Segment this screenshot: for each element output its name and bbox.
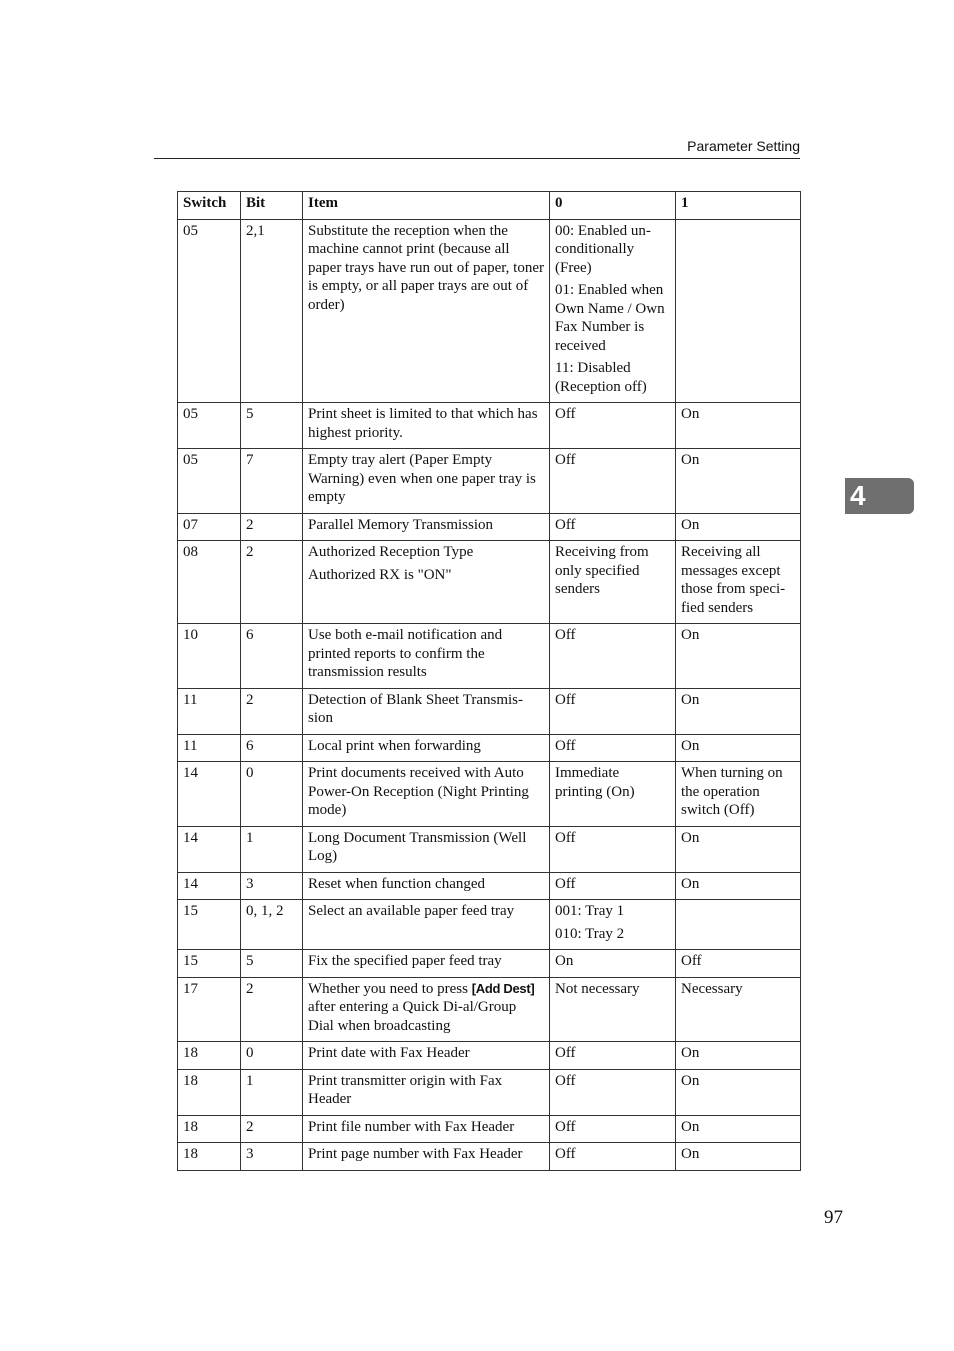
- cell-zero: [550, 900, 676, 950]
- chapter-tab-number: 4: [850, 480, 866, 511]
- cell-one: On: [676, 449, 801, 514]
- cell-switch: 18: [178, 1143, 241, 1171]
- cell-one: Necessary: [676, 977, 801, 1042]
- cell-bit: 2: [241, 688, 303, 734]
- table-row: [178, 1115, 801, 1143]
- cell-item: Fix the specified paper feed tray: [303, 950, 550, 978]
- parameter-table: [177, 191, 801, 1171]
- cell-bit: 0: [241, 1042, 303, 1070]
- cell-switch: 08: [178, 541, 241, 624]
- cell-zero-line: 010: Tray 2: [555, 925, 625, 942]
- cell-item: Print transmitter origin with Fax Header: [303, 1069, 550, 1115]
- cell-zero: Off: [550, 1143, 676, 1171]
- cell-zero: Off: [550, 1069, 676, 1115]
- cell-item-text: after entering a Quick Di-al/Group Dial when broadcasting: [308, 999, 517, 1034]
- table-row: [178, 449, 801, 514]
- cell-zero: Off: [550, 449, 676, 514]
- column-header-item: Item: [303, 192, 550, 220]
- cell-zero: Off: [550, 513, 676, 541]
- cell-one: On: [676, 826, 801, 872]
- cell-bit: 0, 1, 2: [241, 900, 303, 950]
- table-row: [178, 762, 801, 827]
- cell-switch: 17: [178, 977, 241, 1042]
- table-row: [178, 734, 801, 762]
- cell-zero: Off: [550, 403, 676, 449]
- table-row: [178, 1042, 801, 1070]
- cell-item: Print page number with Fax Header: [303, 1143, 550, 1171]
- cell-one: On: [676, 1042, 801, 1070]
- cell-switch: 18: [178, 1069, 241, 1115]
- table-row: [178, 541, 801, 624]
- cell-item-line: Authorized Reception Type: [308, 544, 474, 560]
- column-header-switch: Switch: [178, 192, 241, 220]
- cell-switch: 18: [178, 1115, 241, 1143]
- column-header-one: 1: [676, 192, 801, 220]
- table-header-row: [178, 192, 801, 220]
- cell-bit: 6: [241, 734, 303, 762]
- cell-one: On: [676, 403, 801, 449]
- cell-one: [676, 900, 801, 950]
- cell-switch: 14: [178, 826, 241, 872]
- cell-bit: 1: [241, 826, 303, 872]
- cell-one: On: [676, 688, 801, 734]
- cell-bit: 2: [241, 513, 303, 541]
- cell-item: Use both e-mail notification and printed reports to confirm the transmission results: [303, 624, 550, 689]
- header-rule: [154, 158, 800, 159]
- cell-bit: 0: [241, 762, 303, 827]
- cell-item: Substitute the reception when the machine cannot print (because all paper trays have run out of paper, toner is empty, or all paper trays are out of order): [303, 219, 550, 403]
- table-row: [178, 403, 801, 449]
- table-row: [178, 977, 801, 1042]
- cell-item: Detection of Blank Sheet Transmis-sion: [303, 688, 550, 734]
- table-row: [178, 688, 801, 734]
- cell-item: [303, 977, 550, 1042]
- cell-one: On: [676, 1115, 801, 1143]
- cell-bit: 3: [241, 1143, 303, 1171]
- cell-one: Off: [676, 950, 801, 978]
- cell-switch: 15: [178, 900, 241, 950]
- cell-switch: 11: [178, 688, 241, 734]
- cell-item: Print documents received with Auto Power-On Reception (Night Printing mode): [303, 762, 550, 827]
- table-row: [178, 624, 801, 689]
- cell-bit: 1: [241, 1069, 303, 1115]
- cell-switch: 18: [178, 1042, 241, 1070]
- cell-zero: On: [550, 950, 676, 978]
- cell-zero-line: 11: Disabled (Reception off): [555, 360, 647, 395]
- cell-item: Long Document Transmission (Well Log): [303, 826, 550, 872]
- cell-one: On: [676, 1143, 801, 1171]
- cell-item: Empty tray alert (Paper Empty Warning) even when one paper tray is empty: [303, 449, 550, 514]
- cell-item: Print sheet is limited to that which has highest priority.: [303, 403, 550, 449]
- chapter-tab: [845, 478, 914, 514]
- cell-switch: 05: [178, 403, 241, 449]
- cell-item: Parallel Memory Transmission: [303, 513, 550, 541]
- cell-zero: Off: [550, 688, 676, 734]
- cell-item: [303, 541, 550, 624]
- table-body: [178, 219, 801, 1170]
- page-number: 97: [824, 1207, 843, 1228]
- cell-item: Print date with Fax Header: [303, 1042, 550, 1070]
- cell-bit: 7: [241, 449, 303, 514]
- cell-one: [676, 219, 801, 403]
- cell-item: Reset when function changed: [303, 872, 550, 900]
- cell-one: Receiving all messages except those from speci-fied senders: [676, 541, 801, 624]
- cell-one: When turning on the operation switch (Off): [676, 762, 801, 827]
- cell-bit: 2: [241, 541, 303, 624]
- table-row: [178, 1069, 801, 1115]
- table-row: [178, 826, 801, 872]
- column-header-zero: 0: [550, 192, 676, 220]
- cell-zero: Off: [550, 1042, 676, 1070]
- cell-zero: Receiving from only specified senders: [550, 541, 676, 624]
- cell-switch: 10: [178, 624, 241, 689]
- cell-zero-line: 001: Tray 1: [555, 903, 625, 919]
- key-label: [Add Dest]: [471, 980, 535, 996]
- cell-zero: Off: [550, 872, 676, 900]
- table-row: [178, 872, 801, 900]
- cell-zero: Off: [550, 734, 676, 762]
- cell-one: On: [676, 872, 801, 900]
- cell-item: Select an available paper feed tray: [303, 900, 550, 950]
- cell-switch: 15: [178, 950, 241, 978]
- cell-one: On: [676, 513, 801, 541]
- cell-zero-line: 00: Enabled un-conditionally (Free): [555, 222, 651, 276]
- cell-bit: 5: [241, 950, 303, 978]
- cell-switch: 05: [178, 219, 241, 403]
- cell-zero: Off: [550, 826, 676, 872]
- table-row: [178, 513, 801, 541]
- cell-one: On: [676, 734, 801, 762]
- cell-zero: Immediate printing (On): [550, 762, 676, 827]
- cell-switch: 14: [178, 872, 241, 900]
- cell-bit: 2: [241, 977, 303, 1042]
- cell-item: Print file number with Fax Header: [303, 1115, 550, 1143]
- cell-item: Local print when forwarding: [303, 734, 550, 762]
- cell-bit: 2: [241, 1115, 303, 1143]
- cell-item-line: Authorized RX is "ON": [308, 566, 452, 583]
- cell-zero: Off: [550, 624, 676, 689]
- cell-switch: 07: [178, 513, 241, 541]
- cell-bit: 5: [241, 403, 303, 449]
- cell-item-text: Whether you need to press: [308, 980, 472, 997]
- cell-zero: Not necessary: [550, 977, 676, 1042]
- cell-one: On: [676, 1069, 801, 1115]
- cell-switch: 11: [178, 734, 241, 762]
- cell-switch: 14: [178, 762, 241, 827]
- cell-zero-line: 01: Enabled when Own Name / Own Fax Number is received: [555, 282, 665, 354]
- cell-zero: [550, 219, 676, 403]
- cell-bit: 2,1: [241, 219, 303, 403]
- running-header-title: Parameter Setting: [687, 138, 800, 154]
- cell-zero: Off: [550, 1115, 676, 1143]
- table-row: [178, 219, 801, 403]
- cell-bit: 6: [241, 624, 303, 689]
- table-row: [178, 1143, 801, 1171]
- table-row: [178, 900, 801, 950]
- cell-switch: 05: [178, 449, 241, 514]
- table-row: [178, 950, 801, 978]
- column-header-bit: Bit: [241, 192, 303, 220]
- cell-one: On: [676, 624, 801, 689]
- cell-bit: 3: [241, 872, 303, 900]
